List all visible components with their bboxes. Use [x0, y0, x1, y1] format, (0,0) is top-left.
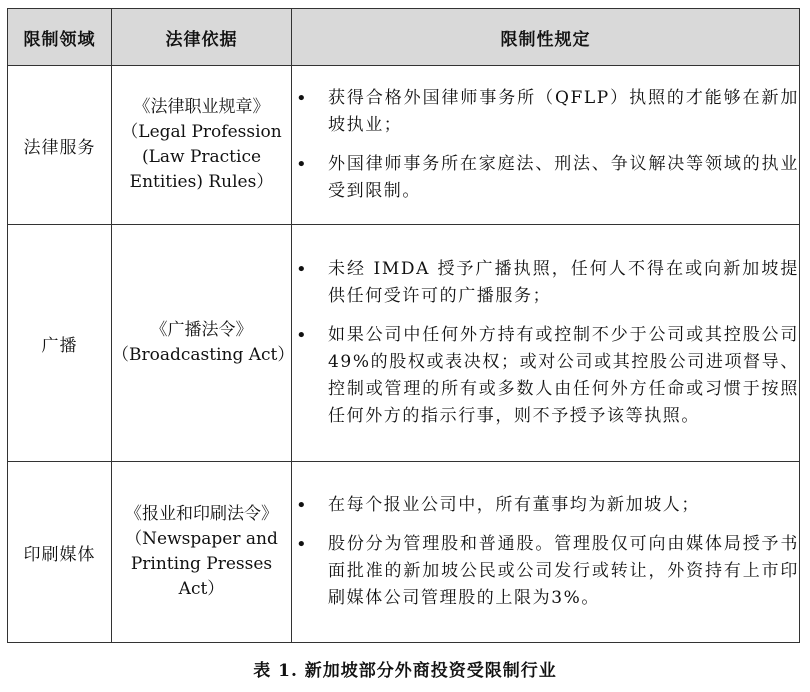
table-row	[8, 462, 800, 643]
restrictions-table	[7, 8, 800, 643]
header-domain: 限制领域	[8, 9, 112, 66]
restriction-list	[292, 256, 799, 430]
header-legal-basis: 法律依据	[112, 9, 292, 66]
row-legal-basis: 《广播法令》（Broadcasting Act）	[112, 225, 292, 462]
table-row	[8, 66, 800, 225]
restriction-list	[292, 492, 799, 612]
row-domain: 印刷媒体	[8, 462, 112, 643]
table-header-row	[8, 9, 800, 66]
restriction-item: • 未经 IMDA 授予广播执照，任何人不得在或向新加坡提供任何受许可的广播服务；	[292, 256, 799, 310]
restriction-item: • 在每个报业公司中，所有董事均为新加坡人；	[292, 492, 799, 519]
table-caption: 表 1. 新加坡部分外商投资受限制行业	[253, 661, 557, 681]
table-row	[8, 225, 800, 462]
restriction-item: • 外国律师事务所在家庭法、刑法、争议解决等领域的执业受到限制。	[292, 151, 799, 205]
restriction-item: • 如果公司中任何外方持有或控制不少于公司或其控股公司 49%的股权或表决权；或对公司或其控股公司进项督导、控制或管理的所有或多数人由任何外方任命或习惯于按照任何外方的指示行事，则不予授予该等执照。	[292, 322, 799, 430]
row-legal-basis: 《法律职业规章》（Legal Profession (Law Practice Entities) Rules）	[112, 66, 292, 225]
restriction-item: • 股份分为管理股和普通股。管理股仅可向由媒体局授予书面批准的新加坡公民或公司发行或转让，外资持有上市印刷媒体公司管理股的上限为3%。	[292, 531, 799, 612]
row-domain: 广播	[8, 225, 112, 462]
row-restrictions	[292, 225, 800, 462]
row-restrictions	[292, 66, 800, 225]
row-legal-basis: 《报业和印刷法令》（Newspaper and Printing Presses Act）	[112, 462, 292, 643]
restriction-item: • 获得合格外国律师事务所（QFLP）执照的才能够在新加坡执业；	[292, 85, 799, 139]
row-domain: 法律服务	[8, 66, 112, 225]
row-restrictions	[292, 462, 800, 643]
restriction-list	[292, 85, 799, 205]
header-restrictions: 限制性规定	[292, 9, 800, 66]
